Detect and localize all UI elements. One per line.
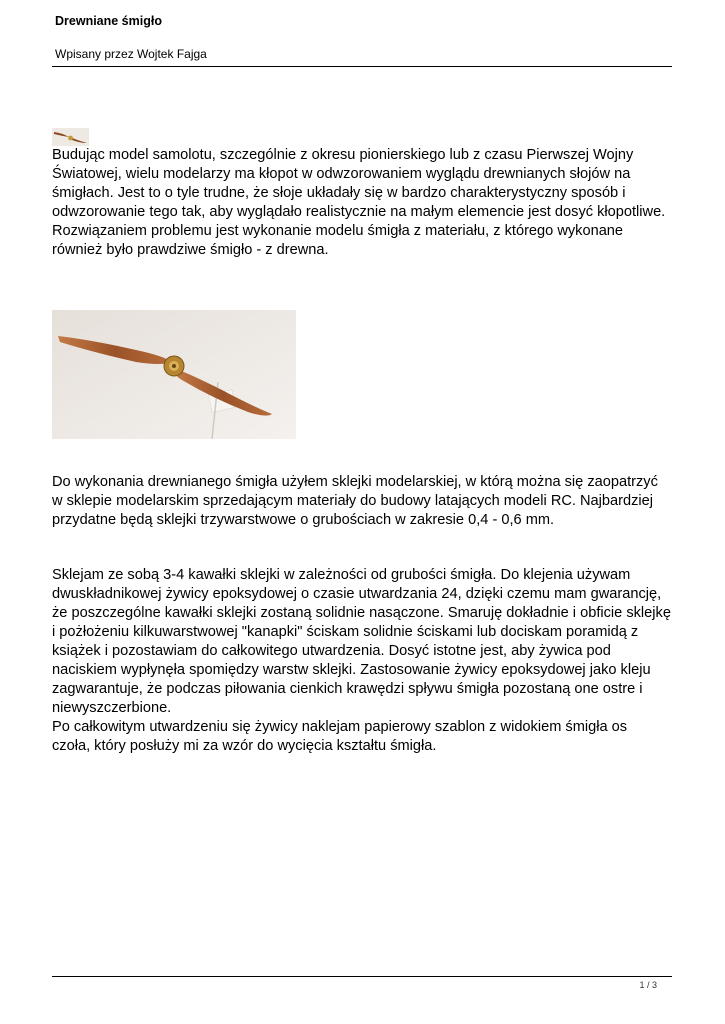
paragraph-materials: Do wykonania drewnianego śmigła użyłem sklejki modelarskiej, w którą można się zaopatrzyć w sklepie modelarskim sprzedającym materiały do budowy latających modeli RC. Najbardziej przydatne będą sklejki trzywarstwowe o grubościach w zakresie 0,4 - 0,6 mm. [52, 474, 658, 528]
page-title: Drewniane śmigło [55, 14, 162, 28]
propeller-thumbnail-image [52, 128, 89, 146]
propeller-photo [52, 310, 296, 439]
paragraph-intro: Budując model samolotu, szczególnie z okresu pionierskiego lub z czasu Pierwszej Wojny Światowej, wielu modelarzy ma kłopot w odwzorowaniem wyglądu drewnianych słojów na śmigłach. Jest to o tyle trudne, że słoje układały się w bardzo charakterystyczny sposób i odwzorowanie tego tak, aby wyglądało realistycznie na małym elemencie jest dosyć kłopotliwe. Rozwiązaniem problemu jest wykonanie modelu śmigła z materiału, z którego wykonane również było prawdziwe śmigło - z drewna. [52, 147, 666, 258]
header-divider [52, 66, 672, 67]
page-number: 1 / 3 [639, 980, 657, 990]
paragraph-gluing: Sklejam ze sobą 3-4 kawałki sklejki w zależności od grubości śmigła. Do klejenia używam dwuskładnikowej żywicy epoksydowej o czasie utwardzania 24, dzięki czemu mam gwarancję, że poszczególne kawałki sklejki zostaną solidnie nasączone. Smaruję dokładnie i obficie sklejkę i pożłożeniu kilkuwarstwowej "kanapki" ściskam solidnie ściskami lub dociskam poramidą z książek i pozostawiam do całkowitego utwardzenia. Dosyć istotne jest, aby żywica pod naciskiem wypłynęła spomiędzy warstw sklejki. Zastosowanie żywicy epoksydowej jako kleju zagwarantuje, że podczas piłowania cienkich krawędzi spływu śmigła pozostaną one ostre i niewyszczerbione. Po całkowitym utwardzeniu się żywicy naklejam papierowy szablon z widokiem śmigła os czoła, który posłuży mi za wzór do wycięcia kształtu śmigła. [52, 567, 671, 754]
author-line: Wpisany przez Wojtek Fajga [55, 47, 207, 61]
footer-divider [52, 976, 672, 977]
